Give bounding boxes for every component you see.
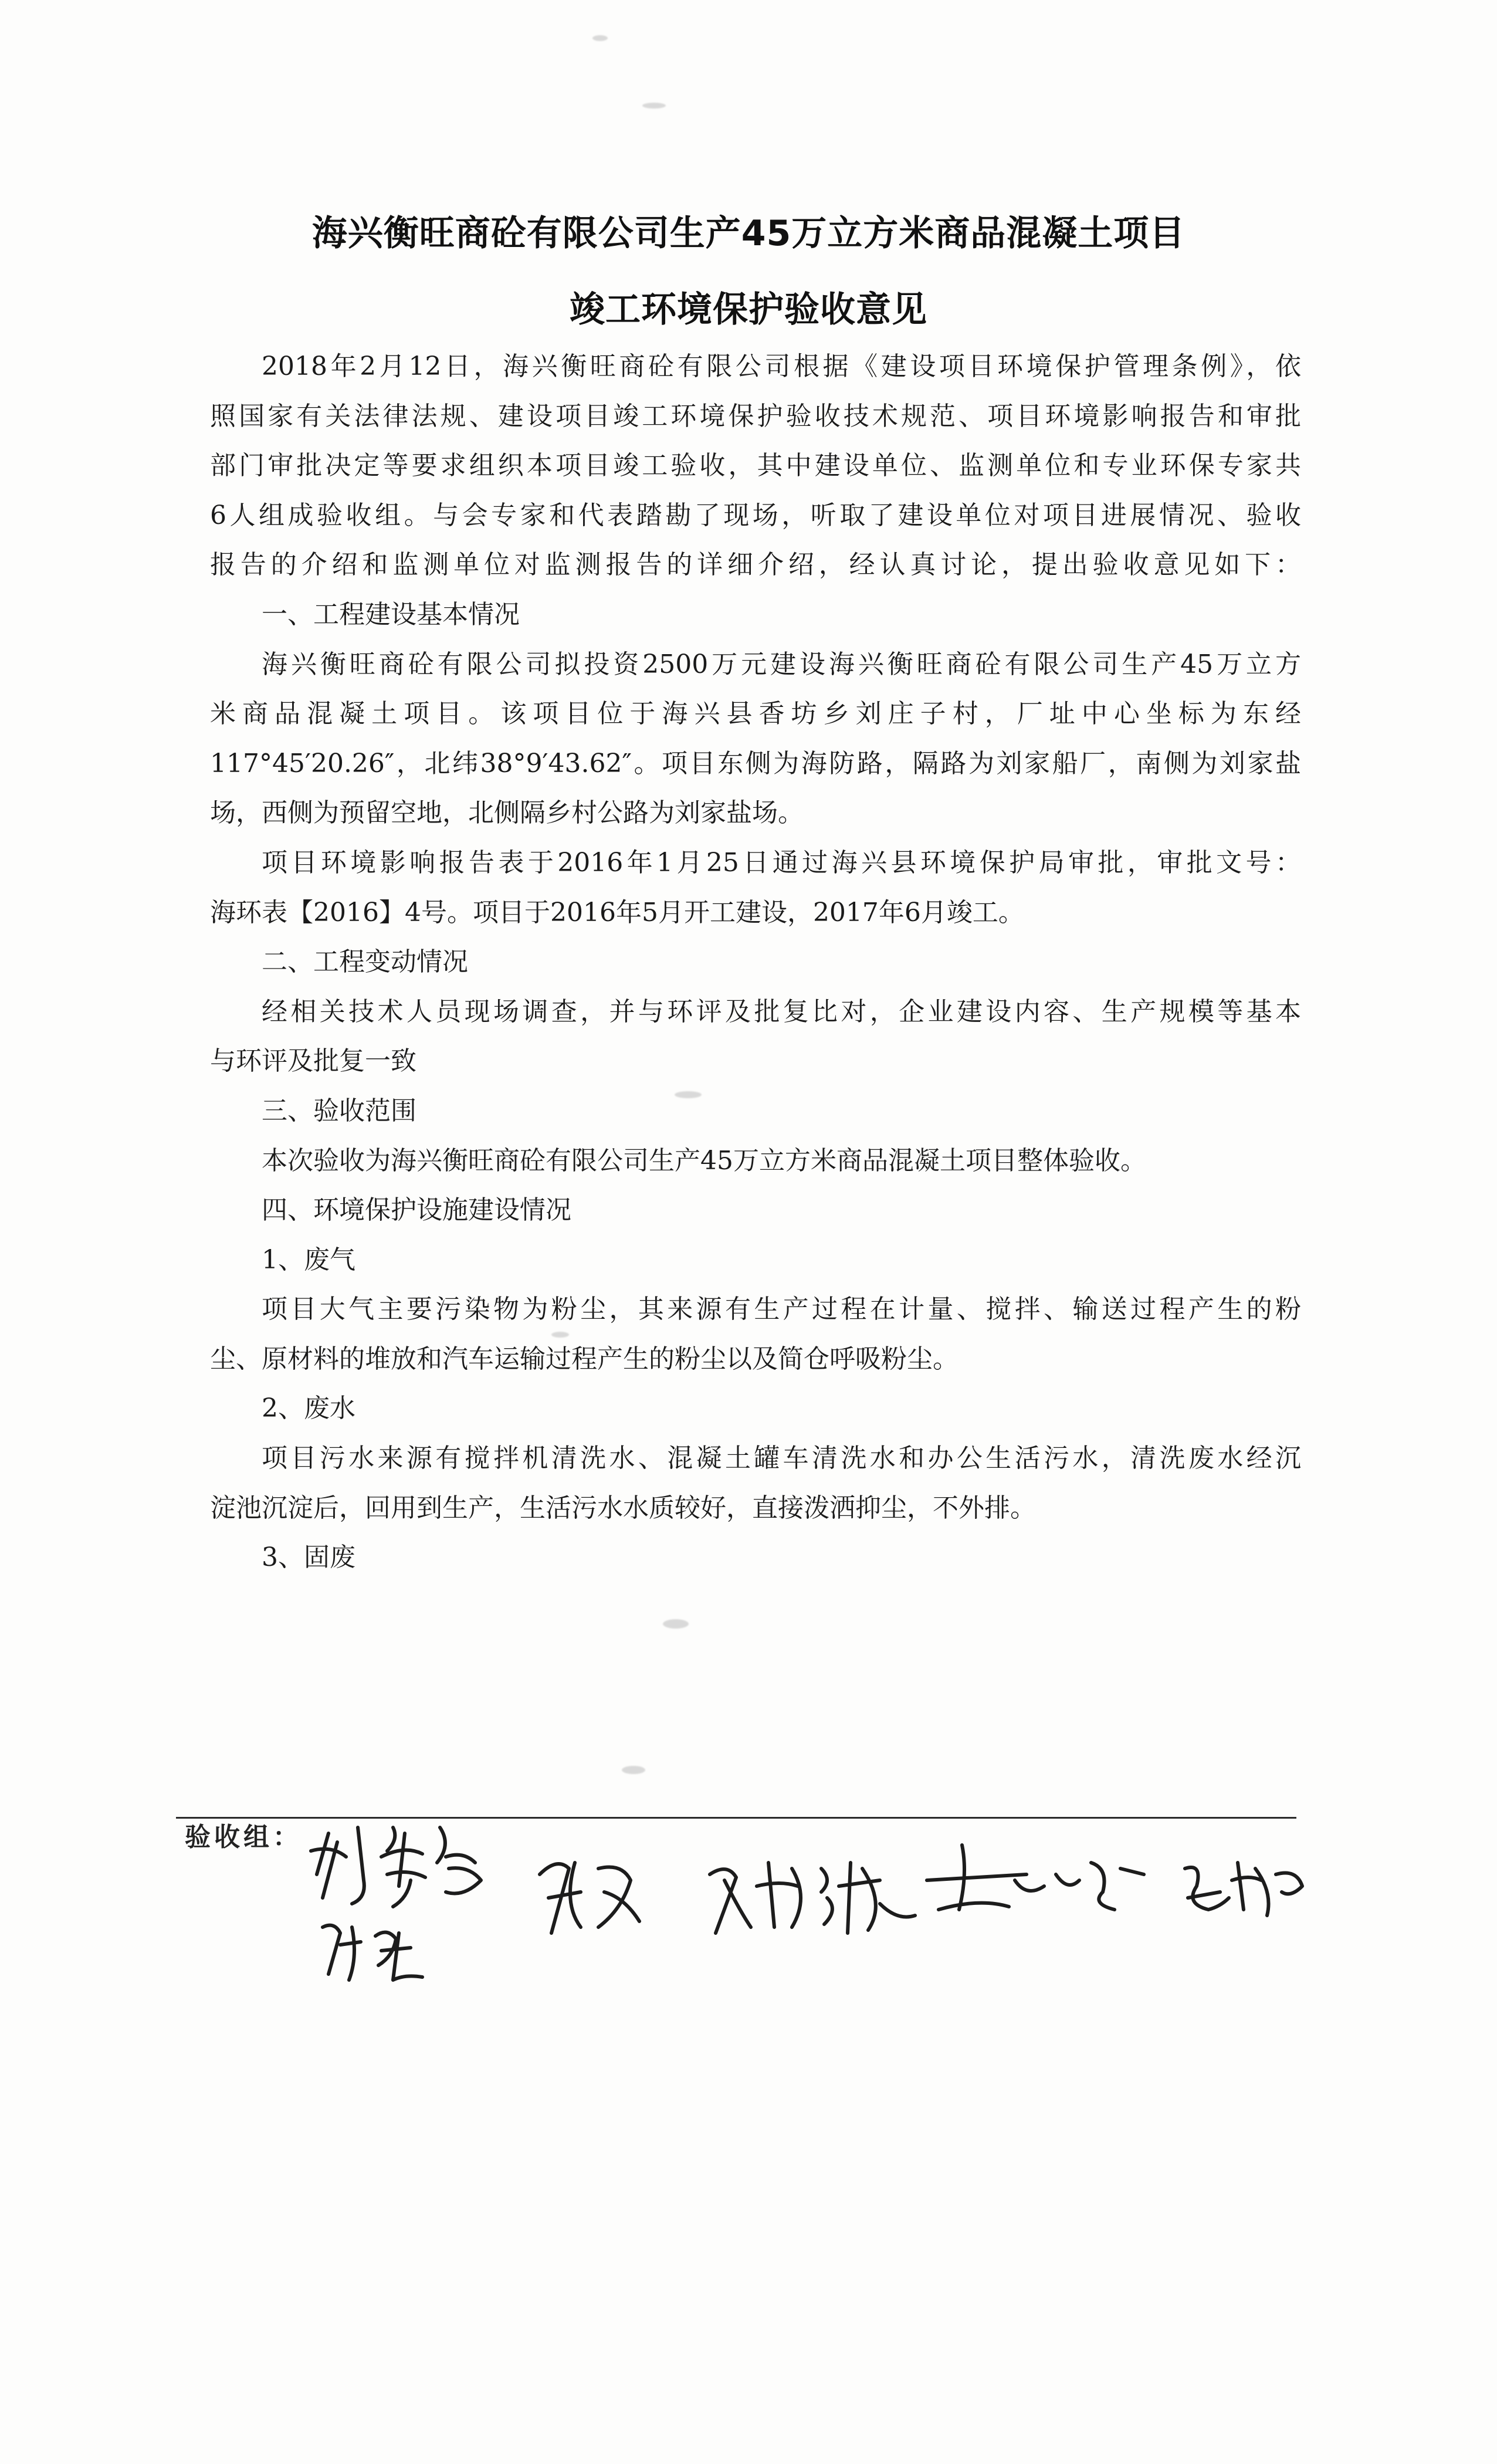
signatures-drawing [305, 1810, 1337, 1998]
paragraph-line: 项目环境影响报告表于2016年1月25日通过海兴县环境保护局审批，审批文号： [262, 847, 1301, 878]
signature-4 [710, 1863, 915, 1933]
document-body [210, 342, 1301, 1583]
paragraph-line: 项目污水来源有搅拌机清洗水、混凝土罐车清洗水和办公生活污水，清洗废水经沉 [262, 1443, 1301, 1474]
signatures-area [305, 1810, 1337, 1998]
paragraph-line: 部门审批决定等要求组织本项目竣工验收，其中建设单位、监测单位和专业环保专家共 [210, 451, 1301, 481]
paragraph-line: 6人组成验收组。与会专家和代表踏勘了现场，听取了建设单位对项目进展情况、验收 [210, 500, 1301, 530]
section-heading: 二、工程变动情况 [262, 947, 468, 977]
paragraph-line: 海兴衡旺商砼有限公司拟投资2500万元建设海兴衡旺商砼有限公司生产45万立方 [262, 649, 1301, 679]
paragraph-line: 照国家有关法律法规、建设项目竣工环境保护验收技术规范、项目环境影响报告和审批 [210, 401, 1301, 431]
subsection-heading: 1、废气 [262, 1244, 355, 1275]
paragraph-line: 淀池沉淀后，回用到生产，生活污水水质较好，直接泼洒抑尘，不外排。 [210, 1492, 1036, 1523]
signature-5 [927, 1845, 1144, 1910]
paragraph-line: 2018年2月12日，海兴衡旺商砼有限公司根据《建设项目环境保护管理条例》，依 [262, 351, 1301, 381]
paragraph-line: 本次验收为海兴衡旺商砼有限公司生产45万立方米商品混凝土项目整体验收。 [262, 1145, 1146, 1176]
section-heading: 四、环境保护设施建设情况 [262, 1195, 571, 1226]
section-heading: 三、验收范围 [262, 1095, 416, 1126]
signature-2 [323, 1925, 422, 1980]
document-title-line-1: 海兴衡旺商砼有限公司生产45万立方米商品混凝土项目 [311, 213, 1186, 254]
scan-speck [592, 35, 608, 41]
paragraph-line: 117°45′20.26″，北纬38°9′43.62″。项目东侧为海防路，隔路为刘家船厂，南侧为刘家盐 [210, 748, 1301, 779]
scan-speck [622, 1766, 645, 1774]
subsection-heading: 2、废水 [262, 1393, 355, 1424]
paragraph-line: 经相关技术人员现场调查，并与环评及批复比对，企业建设内容、生产规模等基本 [262, 996, 1301, 1027]
paragraph-line: 尘、原材料的堆放和汽车运输过程产生的粉尘以及简仓呼吸粉尘。 [210, 1343, 959, 1374]
acceptance-group-label: 验收组： [185, 1822, 302, 1852]
paragraph-line: 与环评及批复一致 [210, 1046, 416, 1077]
section-heading: 一、工程建设基本情况 [262, 599, 520, 629]
paragraph-line: 项目大气主要污染物为粉尘，其来源有生产过程在计量、搅拌、输送过程产生的粉 [262, 1294, 1301, 1325]
signature-6 [1185, 1863, 1302, 1915]
scan-speck [642, 103, 666, 109]
signature-1 [311, 1827, 481, 1907]
subsection-heading: 3、固废 [262, 1542, 355, 1573]
paragraph-line: 海环表【2016】4号。项目于2016年5月开工建设，2017年6月竣工。 [210, 897, 1024, 928]
document-title-line-2: 竣工环境保护验收意见 [570, 289, 927, 330]
paragraph-line: 场，西侧为预留空地，北侧隔乡村公路为刘家盐场。 [210, 798, 804, 828]
paragraph-line: 米商品混凝土项目。该项目位于海兴县香坊乡刘庄子村，厂址中心坐标为东经 [210, 699, 1301, 729]
paragraph-line: 报告的介绍和监测单位对监测报告的详细介绍，经认真讨论，提出验收意见如下： [210, 550, 1301, 580]
signature-3 [540, 1863, 639, 1933]
scan-speck [663, 1619, 689, 1629]
